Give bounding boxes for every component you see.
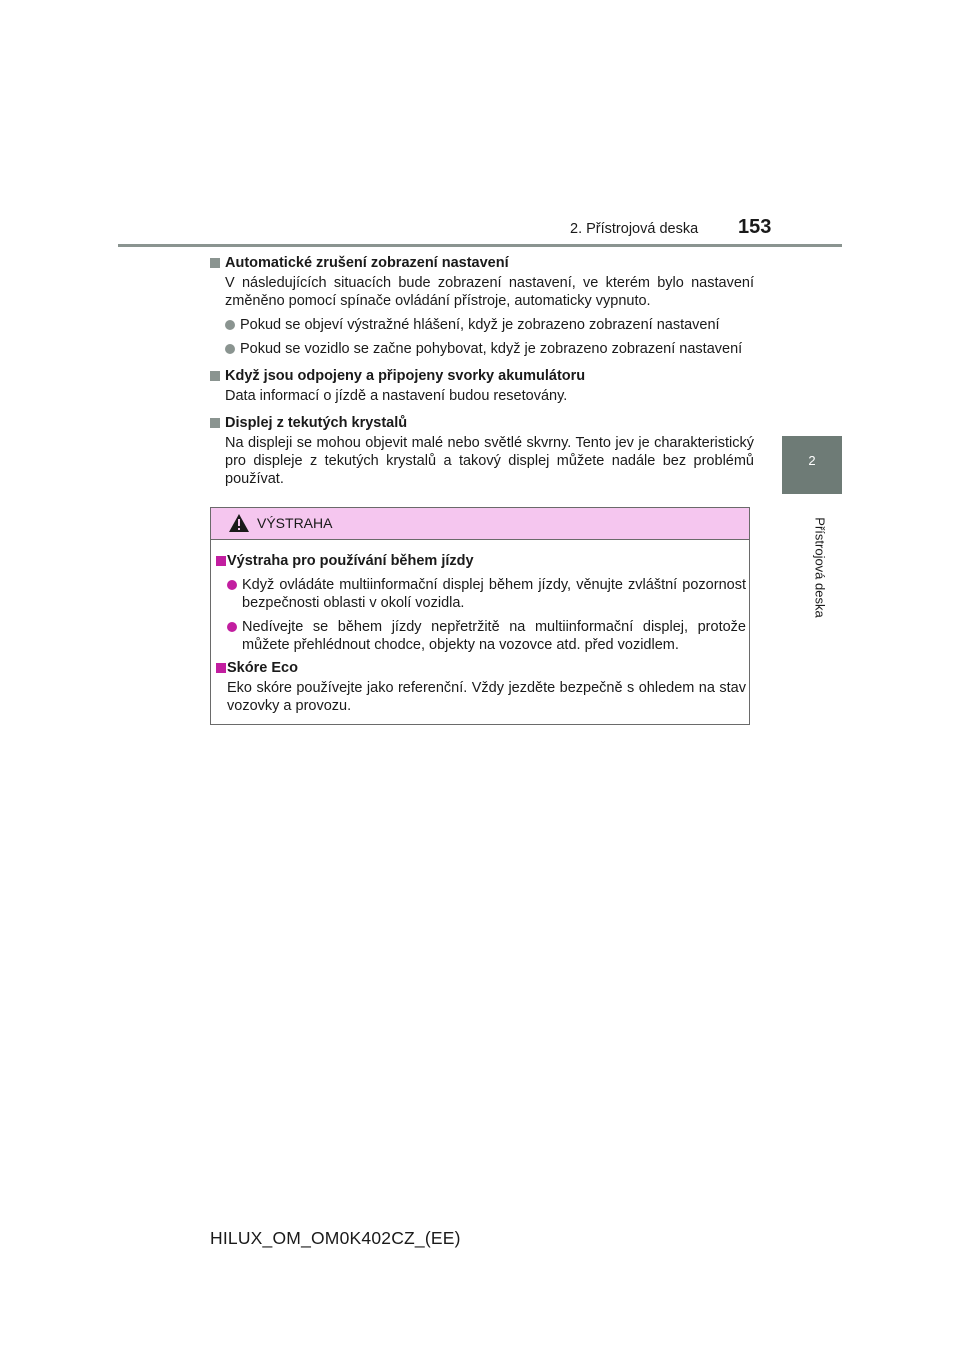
- square-bullet-icon: [210, 371, 220, 381]
- round-bullet-icon: [227, 580, 237, 590]
- document-code: HILUX_OM_OM0K402CZ_(EE): [210, 1228, 461, 1248]
- warning-triangle-icon: [228, 513, 250, 533]
- warning-section-text: Eko skóre používejte jako referenční. Vždy jezděte bezpečně s ohledem na stav vozovky a provozu.: [227, 680, 746, 714]
- square-bullet-icon: [210, 418, 220, 428]
- chapter-tab: [782, 436, 842, 494]
- chapter-tab-number: 2: [808, 453, 816, 468]
- section-heading: Automatické zrušení zobrazení nastavení: [209, 254, 754, 272]
- warning-box: [210, 507, 750, 725]
- section-text: Na displeji se mohou objevit malé nebo světlé skvrny. Tento jev je charakteristický pro displeje z tekutých krystalů a takový displej můžete nadále bez problémů používat.: [225, 435, 754, 487]
- warning-section-heading: Výstraha pro používání během jízdy: [216, 552, 746, 570]
- square-bullet-icon: [216, 556, 226, 566]
- section-text: Data informací o jízdě a nastavení budou resetovány.: [225, 388, 568, 404]
- section-heading: Když jsou odpojeny a připojeny svorky akumulátoru: [209, 367, 754, 385]
- main-content: [209, 254, 754, 493]
- round-bullet-icon: [225, 344, 235, 354]
- chapter-tab-label: Přístrojová deska: [812, 517, 828, 618]
- section-heading: Displej z tekutých krystalů: [209, 414, 754, 432]
- round-bullet-icon: [225, 320, 235, 330]
- round-bullet-icon: [227, 622, 237, 632]
- warning-section-heading: Skóre Eco: [216, 659, 746, 677]
- list-item: Pokud se objeví výstražné hlášení, když je zobrazeno zobrazení nastavení: [209, 316, 754, 334]
- square-bullet-icon: [216, 663, 226, 673]
- list-item: Pokud se vozidlo se začne pohybovat, když je zobrazeno zobrazení nastavení: [209, 340, 754, 358]
- list-item: Nedívejte se během jízdy nepřetržitě na multiinformační displej, protože můžete přehlédnout chodce, objekty na vozovce atd. před vozidlem.: [216, 618, 746, 654]
- warning-title: VÝSTRAHA: [257, 515, 333, 531]
- page-number: 153: [738, 216, 772, 238]
- header-title: 2. Přístrojová deska: [570, 221, 699, 237]
- square-bullet-icon: [210, 258, 220, 268]
- header-rule: [118, 244, 842, 247]
- warning-body: [216, 552, 746, 720]
- list-item: Když ovládáte multiinformační displej během jízdy, věnujte zvláštní pozornost bezpečnosti oblasti v okolí vozidla.: [216, 576, 746, 612]
- warning-header: [211, 508, 749, 540]
- section-text: V následujících situacích bude zobrazení nastavení, ve kterém bylo nastavení změněno pomocí spínače ovládání přístroje, automaticky vypnuto.: [225, 275, 754, 309]
